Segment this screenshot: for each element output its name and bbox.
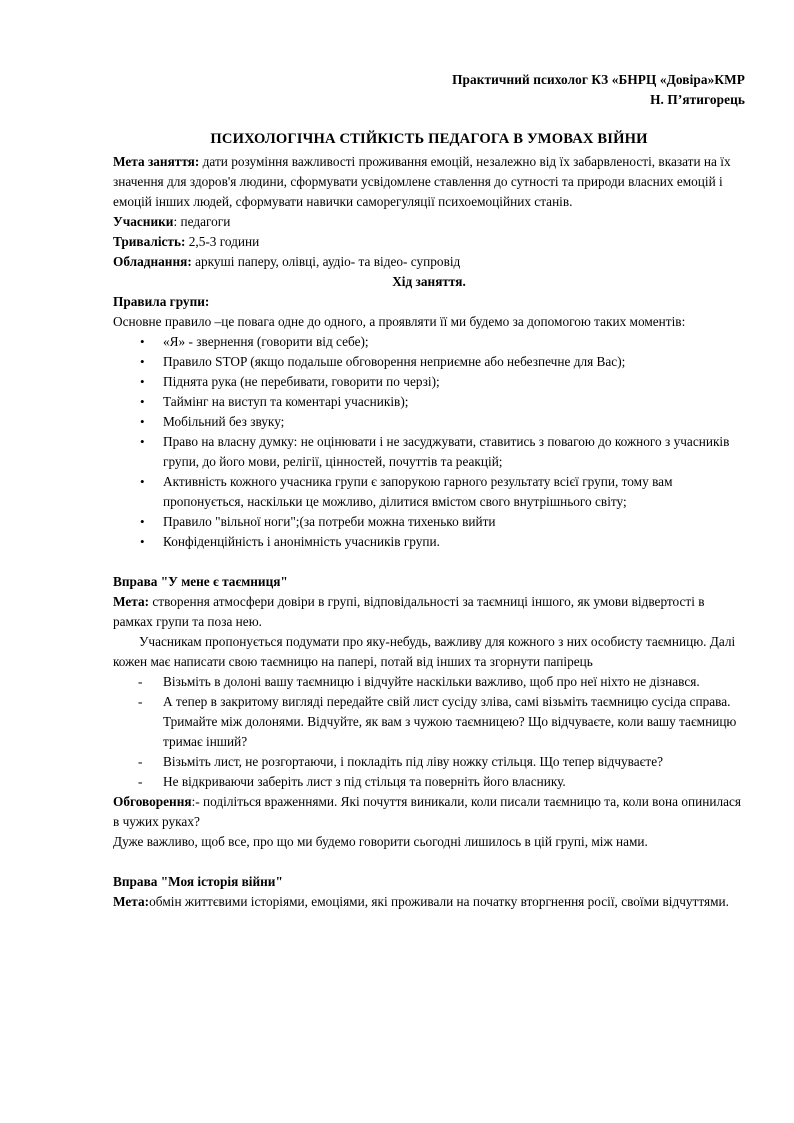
list-item: • Таймінг на виступ та коментарі учасників); [113,392,745,412]
document-body [113,70,745,912]
list-item: • Правило "вільної ноги";(за потреби можна тихенько вийти [113,512,745,532]
exercise2-goal-text: обмін життєвими історіями, емоціями, які проживали на початку вторгнення росії, своїми відчуттями. [149,894,729,909]
list-item: • Піднята рука (не перебивати, говорити по черзі); [113,372,745,392]
document-header [113,70,745,110]
exercise1-goal-label: Мета: [113,594,150,609]
exercise1-closing: Дуже важливо, щоб все, про що ми будемо говорити сьогодні лишилось в цій групі, між нами. [113,834,648,849]
meta-duration [113,232,745,252]
list-item: • Конфіденційність і анонімність учасників групи. [113,532,745,552]
list-item: - Не відкриваючи заберіть лист з під стільця та поверніть його власнику. [113,772,745,792]
course-heading: Хід заняття. [392,274,466,289]
section-spacer-2 [113,852,745,872]
section-spacer [113,552,745,572]
exercise1-body: Учасникам пропонується подумати про яку-небудь, важливу для кожного з них особисту таємницю. Далі кожен має написати свою таємницю на папері, потай від інших та згорнути папірець [113,634,736,669]
exercise1-discussion-text: :- поділіться враженнями. Які почуття виникали, коли писали таємницю та, коли вона опинилася в чужих руках? [113,794,742,829]
list-item: - Візьміть в долоні вашу таємницю і відчуйте наскільки важливо, щоб про неї ніхто не дізнався. [113,672,745,692]
list-item: • «Я» - звернення (говорити від себе); [113,332,745,352]
rules-heading: Правила групи: [113,294,210,309]
exercise1-title: Вправа "У мене є таємниця" [113,574,288,589]
exercise1-goal [113,592,745,632]
list-item: - А тепер в закритому вигляді передайте свій лист сусіду зліва, самі візьміть таємницю сусіда справа. Тримайте між долонями. Відчуйте, як вам з чужою таємницею? Що відчуваєте, коли вашу таємницю тримає інший? [113,692,745,752]
rules-intro: Основне правило –це повага одне до одного, а проявляти її ми будемо за допомогою таких моментів: [113,314,686,329]
meta-equipment-text: аркуші паперу, олівці, аудіо- та відео- супровід [191,254,461,269]
meta-goal-label: Мета заняття: [113,154,200,169]
list-item: - Візьміть лист, не розгортаючи, і покладіть під ліву ножку стільця. Що тепер відчуваєте? [113,752,745,772]
list-item: • Правило STOP (якщо подальше обговорення неприємне або небезпечне для Вас); [113,352,745,372]
meta-equipment-label: Обладнання: [113,254,192,269]
meta-participants-label: Учасники [113,214,174,229]
meta-duration-label: Тривалість: [113,234,186,249]
list-item: • Мобільний без звуку; [113,412,745,432]
exercise2-goal [113,892,745,912]
exercise1-discussion-label: Обговорення [113,794,192,809]
meta-goal-text: дати розуміння важливості проживання емоцій, незалежно від їх забарвленості, вказати на їх значення для здоров'я людини, сформувати усвідомлене ставлення до сутності та природи власних емоцій і емоцій інших людей, сформувати навички саморегуляції психоемоційних станів. [113,154,731,209]
exercise1-discussion [113,792,745,832]
exercise2-title: Вправа "Моя історія війни" [113,874,283,889]
header-organization: Практичний психолог КЗ «БНРЦ «Довіра»КМР [452,72,745,87]
meta-goal [113,152,745,212]
meta-equipment [113,252,745,272]
meta-participants [113,212,745,232]
rules-list [113,332,745,552]
meta-duration-text: 2,5-3 години [185,234,260,249]
header-author: Н. П’ятигорець [650,92,745,107]
page-title: ПСИХОЛОГІЧНА СТІЙКІСТЬ ПЕДАГОГА В УМОВАХ ВІЙНИ [210,131,648,147]
list-item: • Активність кожного учасника групи є запорукою гарного результату всієї групи, тому вам пропонується, наскільки це можливо, ділитися вмістом свого внутрішнього світу; [113,472,745,512]
list-item: • Право на власну думку: не оцінювати і не засуджувати, ставитись з повагою до кожного з учасників групи, до його мови, релігії, цінностей, почуттів та реакцій; [113,432,745,472]
exercise2-goal-label: Мета: [113,894,150,909]
exercise1-steps [113,672,745,792]
exercise1-goal-text: створення атмосфери довіри в групі, відповідальності за таємниці іншого, як умови відвертості в рамках групи та поза нею. [113,594,705,629]
meta-participants-text: : педагоги [173,214,231,229]
